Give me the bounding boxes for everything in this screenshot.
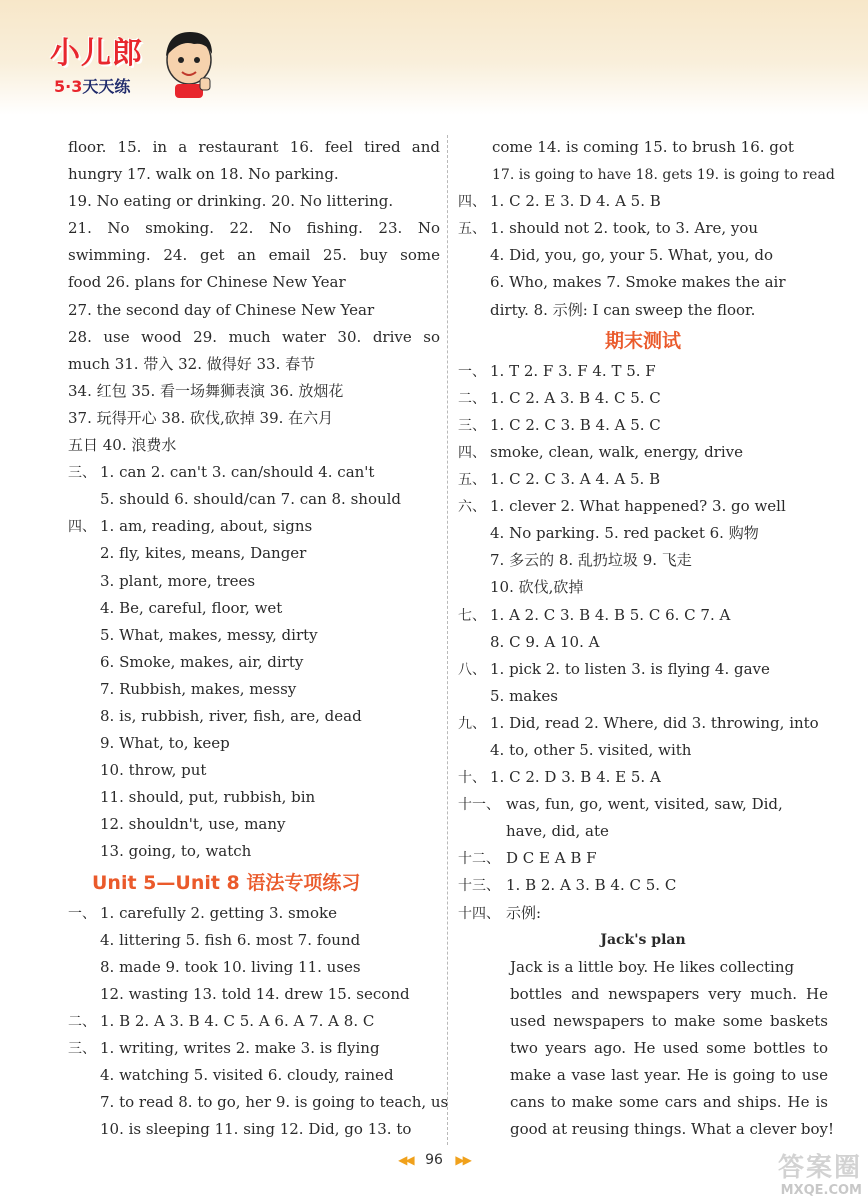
final-answer-row xyxy=(458,737,828,764)
column-divider xyxy=(447,135,448,1145)
text-line: 4. Did, you, go, your 5. What, you, do xyxy=(490,246,774,265)
section-label: 三、 xyxy=(68,465,96,482)
text-line: 9. What, to, keep xyxy=(100,734,230,753)
story-line: cans to make some cars and ships. He is xyxy=(510,1093,828,1112)
text-line: much 31. 带入 32. 做得好 33. 春节 xyxy=(68,354,316,373)
section-san xyxy=(68,459,440,513)
section-si xyxy=(68,513,440,865)
text-line: come 14. is coming 15. to brush 16. got xyxy=(492,138,794,156)
section-label: 二、 xyxy=(458,390,486,407)
final-test-answers xyxy=(458,358,828,927)
text-line: have, did, ate xyxy=(506,822,609,841)
final-answer-row xyxy=(458,439,828,466)
section-label: 十一、 xyxy=(458,797,500,814)
text-line: 1. should not 2. took, to 3. Are, you xyxy=(490,219,759,238)
text-line: 1. pick 2. to listen 3. is flying 4. gave xyxy=(490,659,770,678)
text-line: 5. should 6. should/can 7. can 8. should xyxy=(100,490,402,509)
text-line: 7. to read 8. to go, her 9. is going to teach, us xyxy=(100,1093,449,1112)
section-label: 四、 xyxy=(458,444,486,461)
story-line: make a vase last year. He is going to use xyxy=(510,1066,828,1084)
text-line: 1. clever 2. What happened? 3. go well xyxy=(490,497,786,516)
text-line: 10. 砍伐,砍掉 xyxy=(490,578,584,597)
text-line: 1. writing, writes 2. make 3. is flying xyxy=(100,1039,380,1057)
final-answer-row xyxy=(458,385,828,412)
final-answer-row xyxy=(458,900,828,927)
text-line: 10. throw, put xyxy=(100,761,207,780)
text-line: 37. 玩得开心 38. 砍伐,砍掉 39. 在六月 xyxy=(68,408,334,427)
text-line: 13. going, to, watch xyxy=(100,842,252,861)
text-line: 8. made 9. took 10. living 11. uses xyxy=(100,957,361,976)
text-line: 3. plant, more, trees xyxy=(100,571,256,590)
final-answer-row xyxy=(458,629,828,656)
text-line: 1. C 2. C 3. A 4. A 5. B xyxy=(490,470,661,489)
final-answer-row xyxy=(458,710,828,737)
text-line: hungry 17. walk on 18. No parking. xyxy=(68,165,339,184)
section-label: 三、 xyxy=(68,1041,96,1057)
left-continued-answers xyxy=(68,134,440,459)
final-answer-row xyxy=(458,358,828,385)
text-line: 6. Who, makes 7. Smoke makes the air xyxy=(490,273,786,292)
final-answer-row xyxy=(458,656,828,683)
section-label: 五、 xyxy=(458,221,486,238)
final-test-title: 期末测试 xyxy=(604,329,681,352)
next-arrows-icon: ▶▶ xyxy=(455,1153,470,1167)
section-label: 十三、 xyxy=(458,878,500,895)
section-label: 十二、 xyxy=(458,851,500,868)
text-line: 1. Did, read 2. Where, did 3. throwing, into xyxy=(490,713,819,732)
text-line: was, fun, go, went, visited, saw, Did, xyxy=(506,795,783,814)
section-label: 十四、 xyxy=(458,905,500,922)
final-answer-row xyxy=(458,574,828,601)
text-line: 6. Smoke, makes, air, dirty xyxy=(100,652,304,671)
watermark: 答案圈 MXQE.COM xyxy=(777,1153,862,1198)
text-line: 34. 红包 35. 看一场舞狮表演 36. 放烟花 xyxy=(68,381,344,400)
right-section-si xyxy=(458,188,828,215)
text-line: 4. watching 5. visited 6. cloudy, rained xyxy=(100,1066,394,1085)
text-line: 1. B 2. A 3. B 4. C 5. A 6. A 7. A 8. C xyxy=(100,1011,375,1030)
logo-title: 小儿郎 xyxy=(50,36,143,71)
prev-arrows-icon: ◀◀ xyxy=(398,1153,413,1167)
final-answer-row xyxy=(458,818,828,845)
story-line: used newspapers to make some baskets xyxy=(510,1011,828,1030)
text-line: 1. C 2. A 3. B 4. C 5. C xyxy=(490,388,661,407)
text-line: 8. C 9. A 10. A xyxy=(490,632,600,651)
text-line: dirty. 8. 示例: I can sweep the floor. xyxy=(490,300,756,319)
final-answer-row xyxy=(458,872,828,899)
final-answer-row xyxy=(458,547,828,574)
text-line: 28. use wood 29. much water 30. drive so xyxy=(68,327,440,346)
text-line: smoke, clean, walk, energy, drive xyxy=(490,442,744,461)
section-label: 七、 xyxy=(458,607,486,624)
left-column xyxy=(68,134,449,1143)
section-label: 四、 xyxy=(68,519,96,536)
text-line: 1. A 2. C 3. B 4. B 5. C 6. C 7. A xyxy=(490,605,731,624)
text-line: food 26. plans for Chinese New Year xyxy=(68,273,346,292)
final-answer-row xyxy=(458,466,828,493)
text-line: 7. Rubbish, makes, messy xyxy=(100,679,297,698)
section-label: 一、 xyxy=(458,363,486,380)
right-section-wu xyxy=(458,215,828,323)
final-answer-row xyxy=(458,764,828,791)
final-answer-row xyxy=(458,602,828,629)
text-line: D C E A B F xyxy=(506,849,597,868)
text-line: 1. T 2. F 3. F 4. T 5. F xyxy=(490,361,656,380)
unit-section-san xyxy=(68,1035,449,1143)
final-answer-row xyxy=(458,683,828,710)
unit-section-er xyxy=(68,1008,440,1035)
text-line: swimming. 24. get an email 25. buy some xyxy=(68,246,440,265)
story-line: bottles and newspapers very much. He xyxy=(510,984,828,1003)
section-label: 十、 xyxy=(458,770,486,787)
text-line: 12. wasting 13. told 14. drew 15. second xyxy=(100,984,410,1003)
section-label: 一、 xyxy=(68,905,96,922)
story-passage xyxy=(458,927,835,1144)
text-line: 27. the second day of Chinese New Year xyxy=(68,300,375,319)
story-line: good at reusing things. What a clever boy! xyxy=(510,1120,835,1139)
section-label: 二、 xyxy=(68,1013,96,1030)
section-label: 五、 xyxy=(458,472,486,489)
text-line: 1. C 2. C 3. B 4. A 5. C xyxy=(490,415,661,434)
text-line: 11. should, put, rubbish, bin xyxy=(100,788,316,807)
text-line: 7. 多云的 8. 乱扔垃圾 9. 飞走 xyxy=(490,551,692,570)
text-line: 1. carefully 2. getting 3. smoke xyxy=(100,903,337,922)
page-number: 96 xyxy=(425,1152,443,1168)
right-column xyxy=(458,134,835,1143)
text-line: 21. No smoking. 22. No fishing. 23. No xyxy=(68,219,440,238)
text-line: 2. fly, kites, means, Danger xyxy=(100,544,307,563)
text-line: 5. What, makes, messy, dirty xyxy=(100,625,318,644)
mascot-boy-icon xyxy=(160,26,218,100)
text-line: 示例: xyxy=(506,903,542,922)
text-line: 五日 40. 浪费水 xyxy=(68,436,177,455)
section-label: 六、 xyxy=(458,499,486,516)
text-line: 1. can 2. can't 3. can/should 4. can't xyxy=(100,463,375,482)
story-line: two years ago. He used some bottles to xyxy=(510,1038,828,1057)
final-answer-row xyxy=(458,845,828,872)
unit-grammar-title: Unit 5—Unit 8 语法专项练习 xyxy=(92,871,361,894)
logo-subtitle: 5·3天天练 xyxy=(54,77,131,96)
story-line: Jack is a little boy. He likes collecting xyxy=(510,957,795,976)
text-line: 1. C 2. D 3. B 4. E 5. A xyxy=(490,768,661,787)
section-label: 四、 xyxy=(458,194,486,211)
book-logo xyxy=(50,28,210,108)
section-label: 八、 xyxy=(458,661,486,678)
text-line: 4. Be, careful, floor, wet xyxy=(100,598,283,617)
story-title: Jack's plan xyxy=(600,931,686,948)
text-line: 4. littering 5. fish 6. most 7. found xyxy=(100,930,361,949)
text-line: floor. 15. in a restaurant 16. feel tired and xyxy=(68,138,440,156)
section-label: 九、 xyxy=(458,715,486,732)
text-line: 5. makes xyxy=(490,686,558,705)
text-line: 8. is, rubbish, river, fish, are, dead xyxy=(100,706,362,725)
text-line: 1. am, reading, about, signs xyxy=(100,517,313,536)
text-line: 17. is going to have 18. gets 19. is going to read xyxy=(492,167,835,184)
text-line: 1. B 2. A 3. B 4. C 5. C xyxy=(506,876,677,895)
text-line: 10. is sleeping 11. sing 12. Did, go 13. to xyxy=(100,1120,412,1139)
right-continued-answers xyxy=(458,134,835,188)
text-line: 19. No eating or drinking. 20. No littering. xyxy=(68,192,394,211)
text-line: 4. No parking. 5. red packet 6. 购物 xyxy=(490,524,759,543)
text-line: 4. to, other 5. visited, with xyxy=(490,740,692,759)
final-answer-row xyxy=(458,412,828,439)
final-answer-row xyxy=(458,493,828,520)
final-answer-row xyxy=(458,520,828,547)
final-answer-row xyxy=(458,791,828,818)
page-footer xyxy=(0,1152,868,1168)
text-line: 12. shouldn't, use, many xyxy=(100,815,286,834)
unit-section-yi xyxy=(68,900,440,1008)
section-label: 三、 xyxy=(458,417,486,434)
text-line: 1. C 2. E 3. D 4. A 5. B xyxy=(490,192,661,211)
